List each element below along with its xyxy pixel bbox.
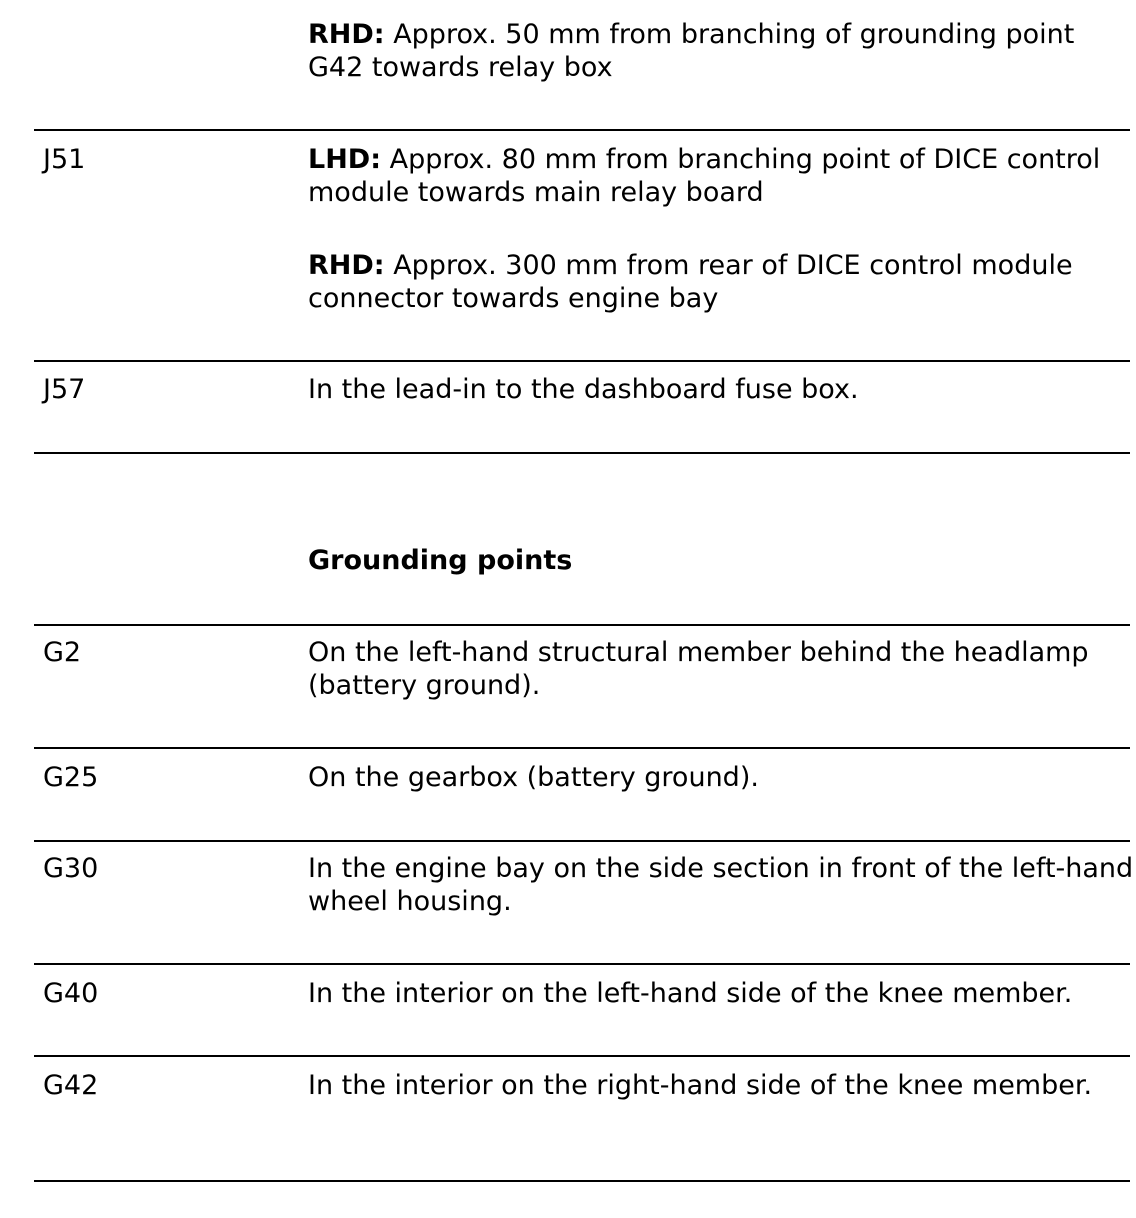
ground-description-g40: In the interior on the left-hand side of the knee member.	[308, 978, 1073, 1009]
rhd-description	[308, 249, 1134, 315]
row-divider	[34, 452, 1130, 454]
ground-description-g25: On the gearbox (battery ground).	[308, 762, 759, 793]
row-divider	[34, 747, 1130, 749]
ground-description-g30: In the engine bay on the side section in front of the left-hand wheel housing.	[308, 853, 1134, 917]
row-divider	[34, 1180, 1130, 1182]
rhd-text: Approx. 300 mm from rear of DICE control module connector towards engine bay	[308, 250, 1073, 314]
rhd-text: Approx. 50 mm from branching of grounding point G42 towards relay box	[308, 19, 1075, 83]
section-heading: Grounding points	[308, 545, 573, 576]
rhd-description-continued	[308, 18, 1134, 84]
rhd-label: RHD:	[308, 250, 385, 281]
ground-code-g30: G30	[43, 853, 99, 884]
row-divider	[34, 360, 1130, 362]
connector-code-j51: J51	[43, 144, 86, 175]
ground-code-g40: G40	[43, 978, 99, 1009]
ground-description-g42: In the interior on the right-hand side of the knee member.	[308, 1070, 1093, 1101]
connector-code-j57: J57	[43, 374, 86, 405]
row-divider	[34, 963, 1130, 965]
ground-code-g2: G2	[43, 637, 82, 668]
row-divider	[34, 624, 1130, 626]
lhd-description	[308, 143, 1134, 209]
ground-description-g2: On the left-hand structural member behind the headlamp (battery ground).	[308, 637, 1089, 701]
lhd-text: Approx. 80 mm from branching point of DICE control module towards main relay board	[308, 144, 1101, 208]
row-divider	[34, 1055, 1130, 1057]
ground-code-g25: G25	[43, 762, 99, 793]
row-divider	[34, 840, 1130, 842]
row-divider	[34, 129, 1130, 131]
rhd-label: RHD:	[308, 19, 385, 50]
ground-code-g42: G42	[43, 1070, 99, 1101]
connector-description-j57: In the lead-in to the dashboard fuse box.	[308, 374, 859, 405]
lhd-label: LHD:	[308, 144, 382, 175]
